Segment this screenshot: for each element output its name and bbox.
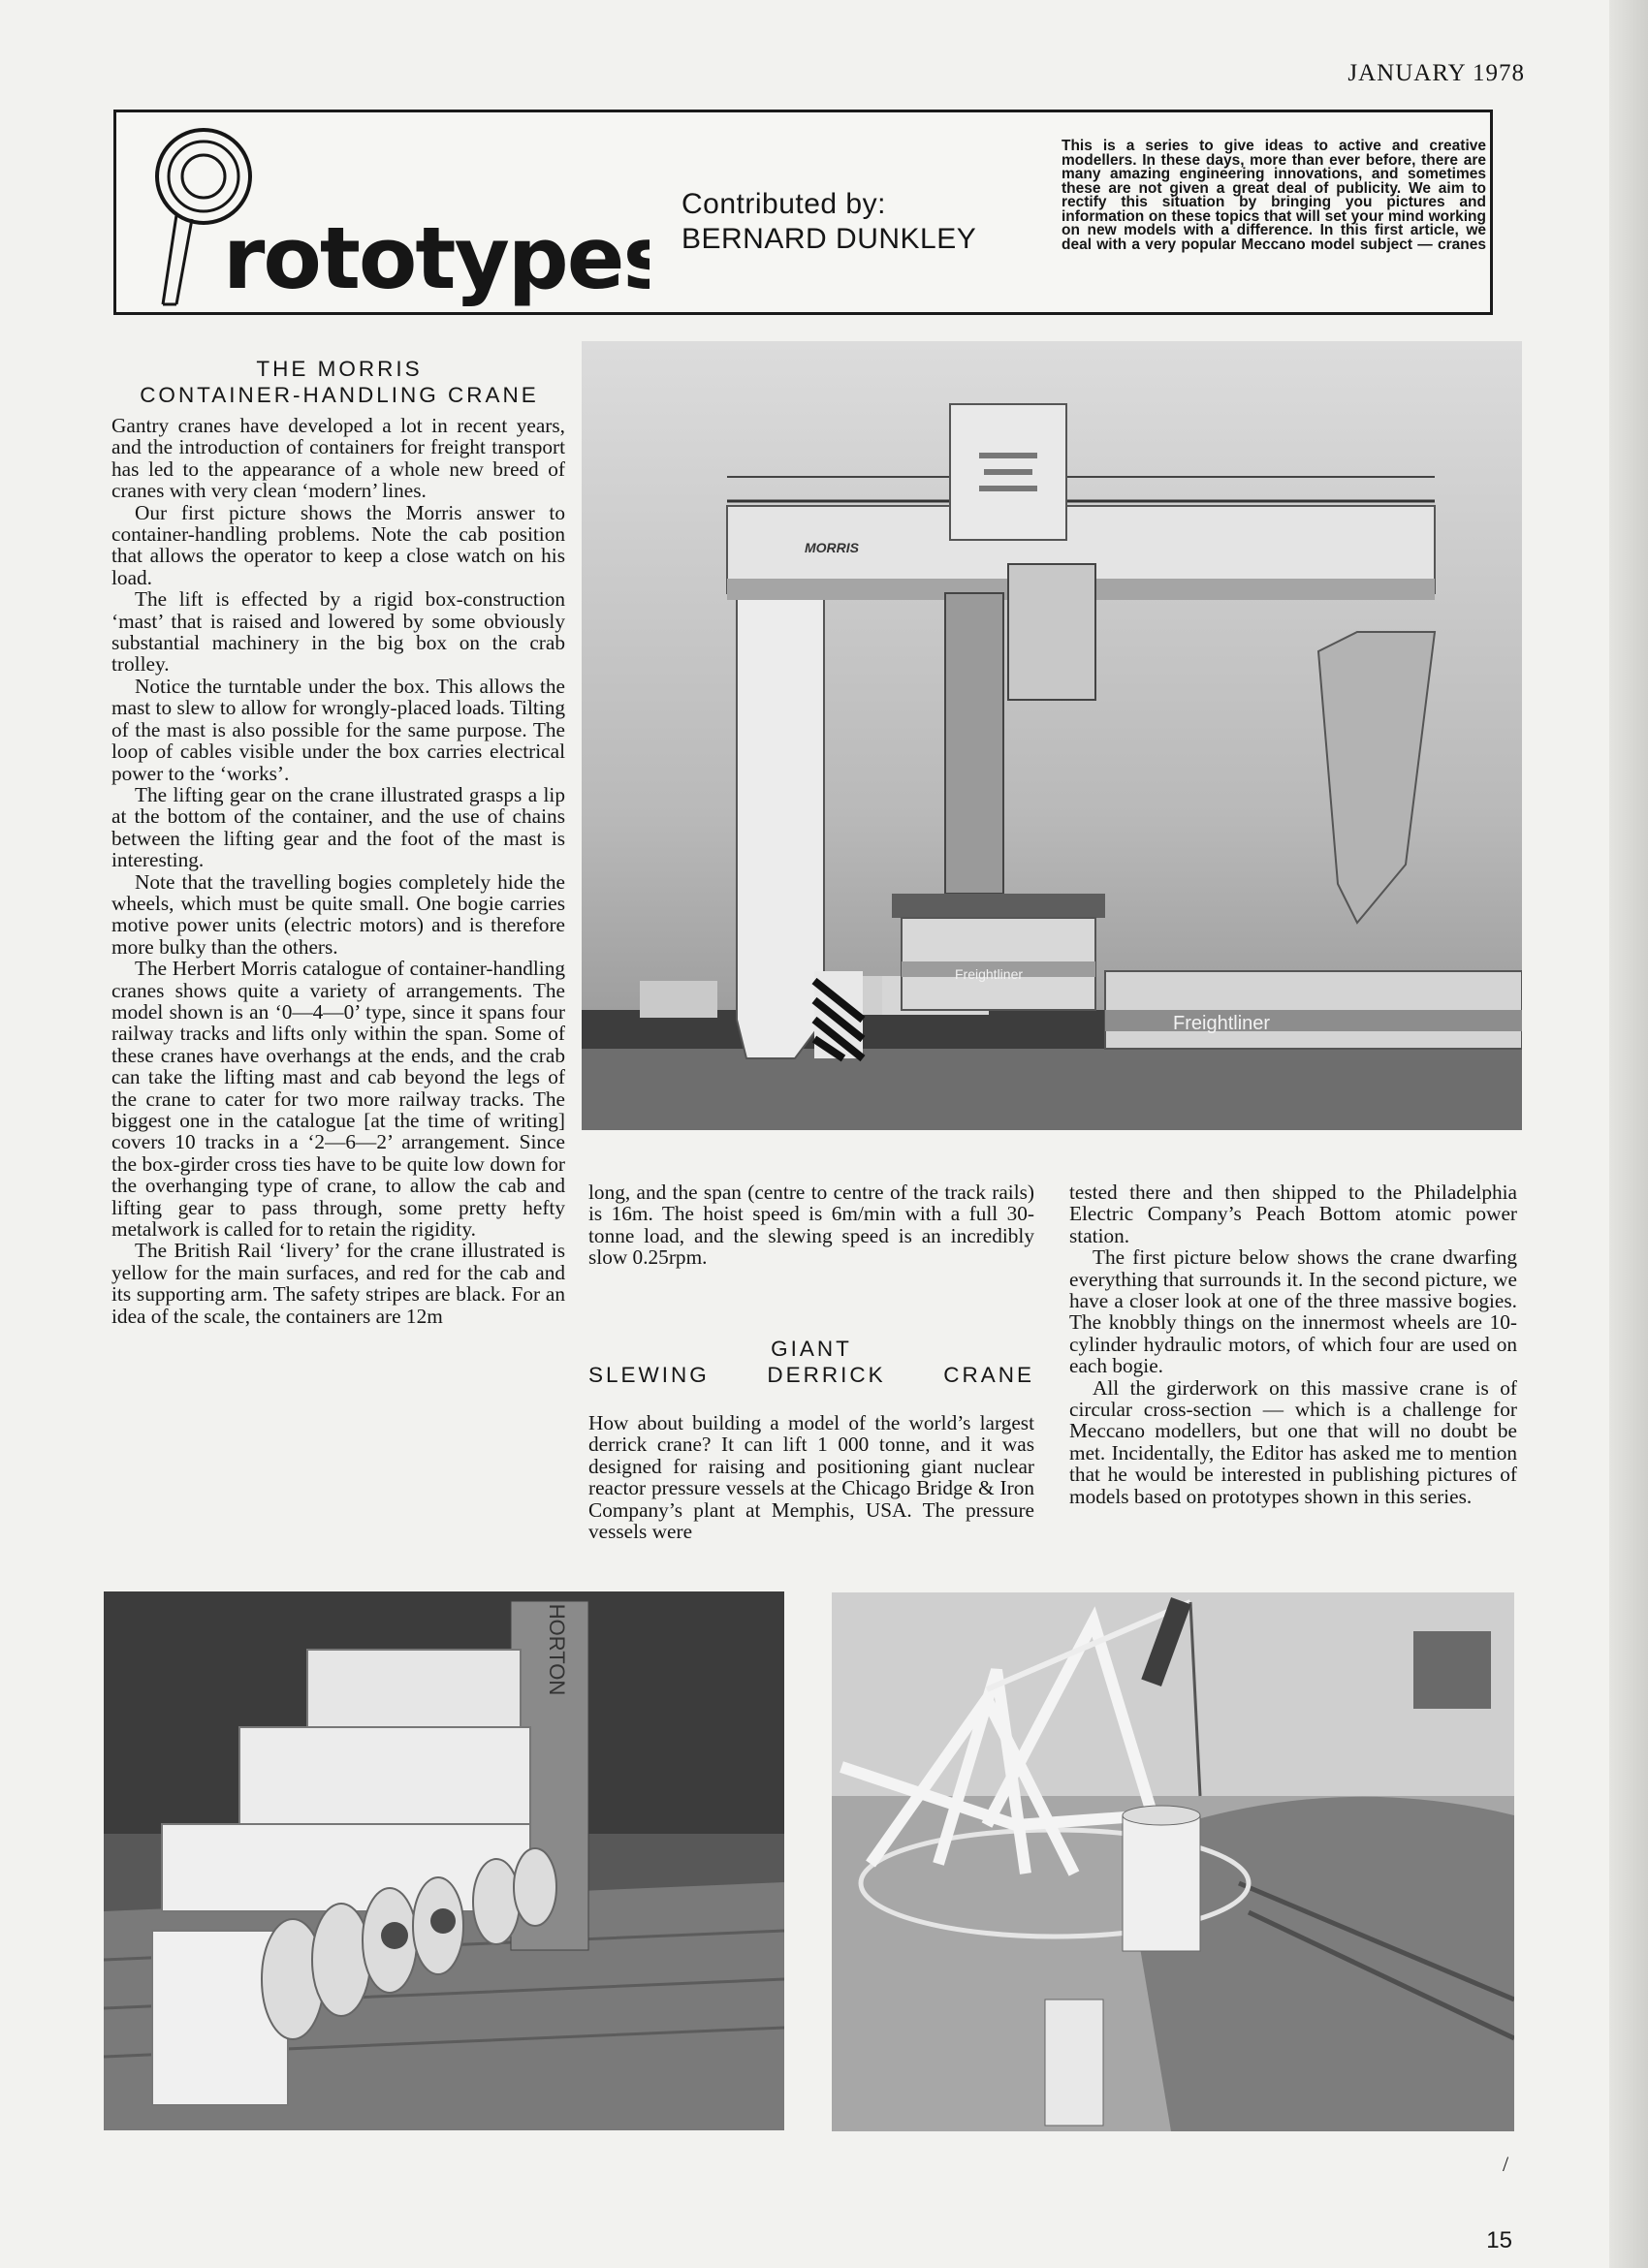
prototypes-logo — [126, 118, 650, 308]
paragraph: Notice the turntable under the box. This allows the mast to slew to allow for wrongly-placed loads. Tilting of the mast is also possible for the same purpose. The loop of cables visible under the box carries electrical power to the ‘works’. — [111, 674, 565, 785]
heading-line-1: THE MORRIS — [256, 357, 423, 381]
contributor-block — [681, 187, 976, 257]
heading-giant: GIANT — [771, 1337, 852, 1361]
derrick-intro-paragraph: How about building a model of the world’s largest derrick crane? It can lift 1 000 tonne, and it was designed for raising and positioning giant nuclear reactor pressure vessels at the Chicago Bridge & Iron Company’s plant at Memphis, USA. The pressure vessels were — [588, 1411, 1034, 1544]
paragraph: The British Rail ‘livery’ for the crane illustrated is yellow for the main surfaces, and red for the cab and its supporting arm. The safety stripes are black. For an idea of the scale, the containers are 12m — [111, 1239, 565, 1328]
article-column-2b — [588, 1412, 1034, 1542]
freightliner-sign: Freightliner — [1173, 1013, 1271, 1034]
issue-date: JANUARY 1978 — [1347, 60, 1525, 86]
contributed-label: Contributed by: — [681, 188, 886, 220]
freightliner-sign-small: Freightliner — [955, 966, 1024, 982]
article-column-3 — [1069, 1181, 1517, 1507]
column-2-continuation: long, and the span (centre to centre of the track rails) is 16m. The hoist speed is 6m/min with a full 30-tonne load, and the slewing speed is an incredibly slow 0.25rpm. — [588, 1181, 1034, 1270]
heading-slewing-derrick-crane: SLEWING DERRICK CRANE — [588, 1363, 1034, 1387]
contributor-name: BERNARD DUNKLEY — [681, 223, 977, 255]
gantry-crane-photo — [582, 341, 1522, 1130]
paragraph: tested there and then shipped to the Philadelphia Electric Company’s Peach Bottom atomic power station. — [1069, 1181, 1517, 1247]
paragraph: The lifting gear on the crane illustrated grasps a lip at the bottom of the container, and the use of chains between the lifting gear and the foot of the mast is interesting. — [111, 782, 565, 872]
horton-sign: HORTON — [545, 1603, 569, 1696]
paragraph: Gantry cranes have developed a lot in recent years, and the introduction of containers for freight transport has led to the appearance of a whole new breed of cranes with very clean ‘modern’ lines. — [111, 414, 565, 503]
corner-mark: / — [1503, 2152, 1509, 2176]
series-intro-text: This is a series to give ideas to active and creative modellers. In these days, more than ever before, there are many amazing engineering innovations, and sometimes these are not given a great deal of publicity. We aim to rectify this situation by bringing you pictures and information on these topics that will set your mind working on new models with a difference. In this first article, we deal with a very popular Meccano model subject — cranes — [1062, 138, 1486, 253]
article-column-1 — [111, 415, 565, 1327]
page-edge-shadow — [1609, 0, 1648, 2268]
morris-sign: MORRIS — [805, 540, 859, 555]
paragraph: Note that the travelling bogies completely hide the wheels, which must be quite small. One bogie carries motive power units (electric motors) and is therefore more bulky than the others. — [111, 869, 565, 959]
page-number: 15 — [1486, 2227, 1512, 2253]
article-column-2 — [588, 1181, 1034, 1269]
heading-line-2: CONTAINER-HANDLING CRANE — [140, 383, 539, 407]
spanner-logo-icon — [126, 118, 650, 308]
paragraph: Our first picture shows the Morris answer to container-handling problems. Note the cab position that allows the operator to keep a close watch on his load. — [111, 500, 565, 589]
paragraph: The lift is effected by a rigid box-construction ‘mast’ that is raised and lowered by some obviously substantial machinery in the big box on the crab trolley. — [111, 587, 565, 677]
paragraph: All the girderwork on this massive crane is of circular cross-section — which is a challenge for Meccano modellers, but one that will no doubt be met. Incidentally, the Editor has asked me to mention that he would be interested in publishing pictures of models based on prototypes shown in this series. — [1069, 1375, 1517, 1508]
svg-text:rototypes: rototypes — [223, 208, 650, 308]
derrick-bogie-photo — [104, 1591, 784, 2130]
article-morris-heading — [111, 356, 567, 408]
derrick-crane-photo — [832, 1592, 1514, 2131]
series-header-box — [113, 110, 1493, 315]
paragraph: The first picture below shows the crane dwarfing everything that surrounds it. In the second picture, we have a closer look at one of the three massive bogies. The knobbly things on the innermost wheels are 10-cylinder hydraulic motors, of which four are used on each bogie. — [1069, 1245, 1517, 1378]
paragraph: The Herbert Morris catalogue of container-handling cranes shows quite a variety of arrangements. The model shown is an ‘0—4—0’ type, since it spans four railway tracks and lifts only within the span. Some of these cranes have overhangs at the ends, and the crab can take the lifting mast and cab beyond the legs of the crane to cater for two more railway tracks. The biggest one in the catalogue [at the time of writing] covers 10 tracks in a ‘2—6—2’ arrangement. Since the box-girder cross ties have to be quite low down for the overhanging type of crane, to allow the cab and lifting gear to pass through, some pretty hefty metalwork is called for to retain the rigidity. — [111, 957, 565, 1242]
article-derrick-heading — [588, 1336, 1034, 1388]
